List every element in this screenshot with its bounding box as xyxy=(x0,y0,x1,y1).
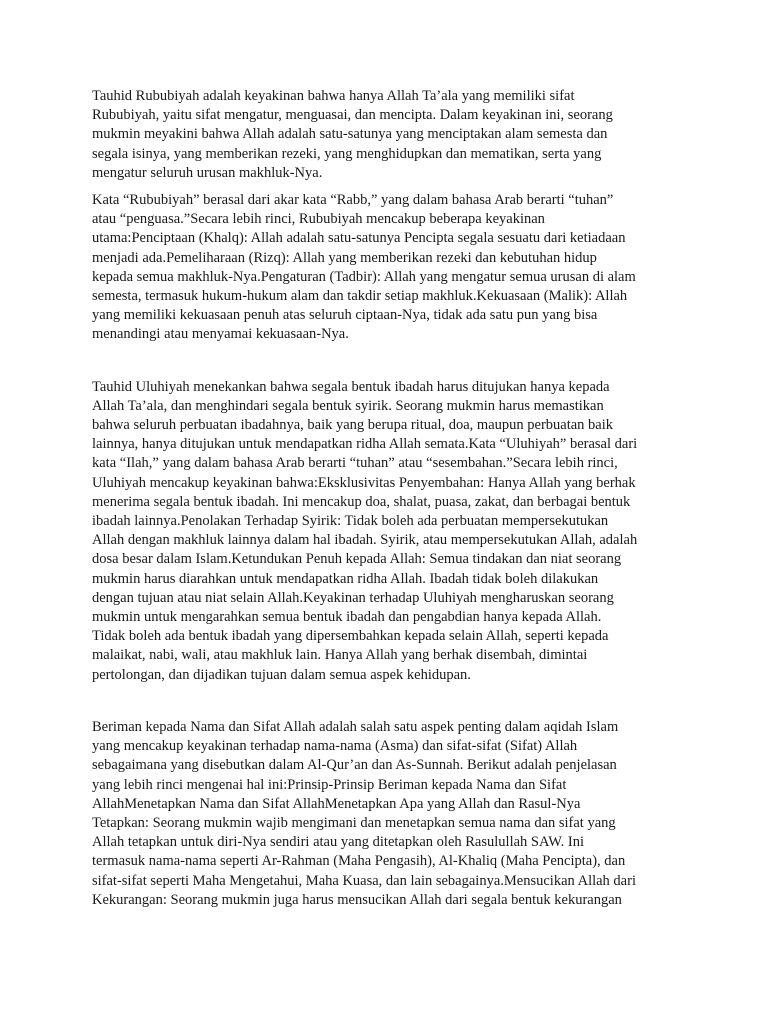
paragraph-spacer xyxy=(92,685,677,718)
paragraph-asma-wa-sifat: Beriman kepada Nama dan Sifat Allah adalah salah satu aspek penting dalam aqidah Islam yang mencakup keyakinan terhadap nama-nama (Asma) dan sifat-sifat (Sifat) Allah sebagaimana yang disebutkan dalam Al-Qur’an dan As-Sunnah. Berikut adalah penjelasan yang lebih rinci mengenai hal ini:Prinsip-Prinsip Beriman kepada Nama dan Sifat AllahMenetapkan Nama dan Sifat AllahMenetapkan Apa yang Allah dan Rasul-Nya Tetapkan: Seorang mukmin wajib mengimani dan menetapkan semua nama dan sifat yang Allah tetapkan untuk diri-Nya sendiri atau yang ditetapkan oleh Rasulullah SAW. Ini termasuk nama-nama seperti Ar-Rahman (Maha Pengasih), Al-Khaliq (Maha Pencipta), dan sifat-sifat seperti Maha Mengetahui, Maha Kuasa, dan lain sebagainya.Mensucikan Allah dari Kekurangan: Seorang mukmin juga harus mensucikan Allah dari segala bentuk kekurangan xyxy=(92,718,636,908)
paragraph-spacer xyxy=(92,345,677,378)
paragraph-uluhiyah: Tauhid Uluhiyah menekankan bahwa segala bentuk ibadah harus ditujukan hanya kepada Allah Ta’ala, dan menghindari segala bentuk syirik. Seorang mukmin harus memastikan bahwa seluruh perbuatan ibadahnya, baik yang berupa ritual, doa, maupun perbuatan baik lainnya, hanya ditujukan untuk mendapatkan ridha Allah semata.Kata “Uluhiyah” berasal dari kata “Ilah,” yang dalam bahasa Arab berarti “tuhan” atau “sesembahan.”Secara lebih rinci, Uluhiyah mencakup keyakinan bahwa:Eksklusivitas Penyembahan: Hanya Allah yang berhak menerima segala bentuk ibadah. Ini mencakup doa, shalat, puasa, zakat, dan berbagai bentuk ibadah lainnya.Penolakan Terhadap Syirik: Tidak boleh ada perbuatan mempersekutukan Allah dengan makhluk lainnya dalam hal ibadah. Syirik, atau mempersekutukan Allah, adalah dosa besar dalam Islam.Ketundukan Penuh kepada Allah: Semua tindakan dan niat seorang mukmin harus diarahkan untuk mendapatkan ridha Allah. Ibadah tidak boleh dilakukan dengan tujuan atau niat selain Allah.Keyakinan terhadap Uluhiyah mengharuskan seorang mukmin untuk mengarahkan semua bentuk ibadah dan pengabdian hanya kepada Allah. Tidak boleh ada bentuk ibadah yang dipersembahkan kepada selain Allah, seperti kepada malaikat, nabi, wali, atau makhluk lain. Hanya Allah yang berhak disembah, dimintai pertolongan, dan dijadikan tujuan dalam semua aspek kehidupan. xyxy=(92,378,638,683)
paragraph-spacer xyxy=(92,183,677,191)
document-page xyxy=(92,87,677,910)
paragraph-rububiyah-details: Kata “Rububiyah” berasal dari akar kata “Rabb,” yang dalam bahasa Arab berarti “tuhan” atau “penguasa.”Secara lebih rinci, Rububiyah mencakup beberapa keyakinan utama:Penciptaan (Khalq): Allah adalah satu-satunya Pencipta segala sesuatu dari ketiadaan menjadi ada.Pemeliharaan (Rizq): Allah yang memberikan rezeki dan kebutuhan hidup kepada semua makhluk-Nya.Pengaturan (Tadbir): Allah yang mengatur semua urusan di alam semesta, termasuk hukum-hukum alam dan takdir setiap makhluk.Kekuasaan (Malik): Allah yang memiliki kekuasaan penuh atas seluruh ciptaan-Nya, tidak ada satu pun yang bisa menandingi atau menyamai kekuasaan-Nya. xyxy=(92,192,636,343)
paragraph-rububiyah-intro: Tauhid Rububiyah adalah keyakinan bahwa hanya Allah Ta’ala yang memiliki sifat Rububiyah, yaitu sifat mengatur, menguasai, dan mencipta. Dalam keyakinan ini, seorang mukmin meyakini bahwa Allah adalah satu-satunya yang menciptakan alam semesta dan segala isinya, yang memberikan rezeki, yang menghidupkan dan mematikan, serta yang mengatur seluruh urusan makhluk-Nya. xyxy=(92,88,613,181)
